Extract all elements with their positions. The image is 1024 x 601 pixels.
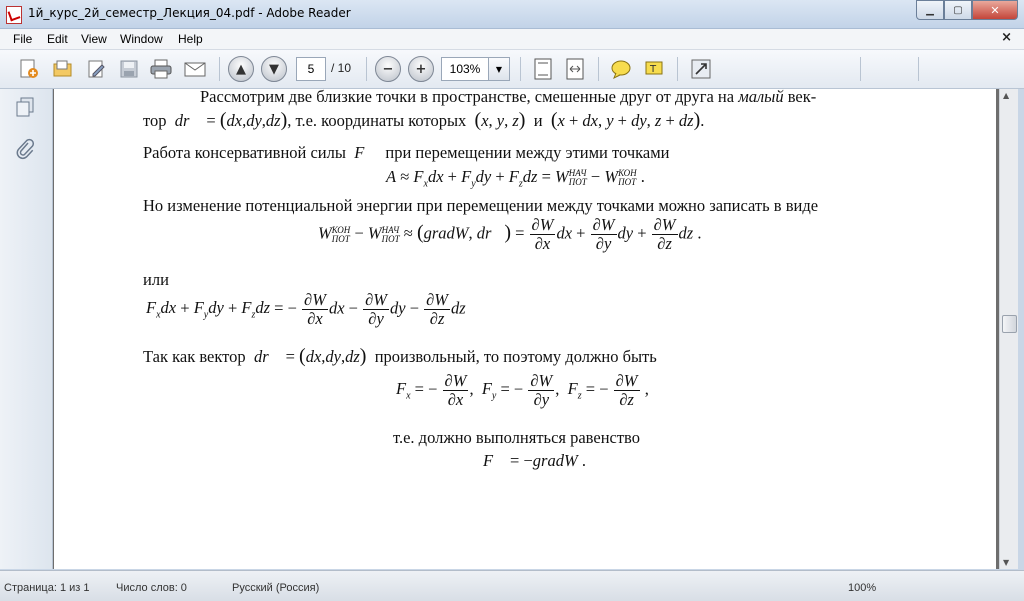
pdf-page <box>54 89 996 569</box>
zoom-dropdown[interactable] <box>488 57 510 81</box>
fit-width-icon <box>564 57 586 81</box>
page-number-input[interactable]: 5 <box>296 57 326 81</box>
pencil-icon <box>86 58 108 80</box>
fit-page-icon <box>532 57 554 81</box>
highlight-text-button[interactable] <box>641 56 667 82</box>
menu-help[interactable]: Help <box>178 32 203 46</box>
arrow-up-icon: ▲ <box>236 61 246 77</box>
menu-bar <box>0 29 1024 50</box>
close-button[interactable]: ✕ <box>972 0 1018 20</box>
pdf-icon <box>6 6 22 24</box>
scroll-up-icon[interactable]: ▲ <box>1003 91 1010 100</box>
toolbar-separator <box>677 57 678 81</box>
status-words: Число слов: 0 <box>116 582 187 594</box>
folder-icon <box>52 58 74 80</box>
svg-text:T: T <box>650 64 657 75</box>
menu-edit[interactable]: Edit <box>47 32 68 46</box>
formula-potential: WКОН ПОТ − WНАЧ ПОТ ≈ (gradW, dr⃗) = $\frac{\partial W}{\partial x}$ dx + $\frac{\partial W}{\partial y}$ dy + $\frac{\partial W}{\partial z}$ dz . <box>318 215 702 253</box>
zoom-input[interactable]: 103% <box>441 57 489 81</box>
status-zoom: 100% <box>848 582 877 594</box>
previous-page-button[interactable] <box>228 56 254 82</box>
menu-window[interactable]: Window <box>120 32 163 46</box>
vertical-scrollbar[interactable] <box>999 89 1018 569</box>
status-bar <box>0 570 1024 601</box>
text-line: тор dr⃗ = (dx,dy,dz), т.е. координаты которых (x, y, z) и (x + dx, y + dy, z + dz). <box>143 109 705 131</box>
email-button[interactable] <box>182 56 208 82</box>
highlighter-icon <box>643 58 665 80</box>
save-icon <box>118 58 140 80</box>
expand-button[interactable] <box>688 56 714 82</box>
expand-icon <box>690 58 712 80</box>
title-bar <box>0 0 1024 29</box>
create-pdf-icon <box>18 58 40 80</box>
text-line: Но изменение потенциальной энергии при перемещении между точками можно записать в виде <box>143 196 819 215</box>
status-language: Русский (Россия) <box>232 582 320 594</box>
printer-icon <box>149 58 173 80</box>
close-document-icon[interactable]: × <box>1001 30 1012 45</box>
toolbar-separator <box>860 57 861 81</box>
window-title: 1й_курс_2й_семестр_Лекция_04.pdf - Adobe Reader <box>28 6 351 20</box>
scroll-down-icon[interactable]: ▼ <box>1003 558 1010 567</box>
edit-pdf-button[interactable] <box>84 56 110 82</box>
save-button[interactable] <box>116 56 142 82</box>
toolbar-separator <box>219 57 220 81</box>
attachments-button[interactable] <box>14 137 36 161</box>
window-controls <box>916 0 1018 20</box>
navigation-pane <box>0 89 53 569</box>
paperclip-icon <box>15 138 35 160</box>
formula-components: $F_x$ = − $\frac{\partial W}{\partial x}$ , $F_y$ = − $\frac{\partial W}{\partial y}$ , $F_z$ = − $\frac{\partial W}{\partial z}$ , <box>396 371 649 409</box>
page-count: / 10 <box>331 61 352 75</box>
toolbar-separator <box>918 57 919 81</box>
status-page: Страница: 1 из 1 <box>4 582 90 594</box>
page-thumbnails-button[interactable] <box>14 95 36 119</box>
text-line: или <box>143 270 169 289</box>
text-line: т.е. должно выполняться равенство <box>393 428 640 447</box>
zoom-out-button[interactable] <box>375 56 401 82</box>
sticky-note-button[interactable] <box>608 56 634 82</box>
menu-view[interactable]: View <box>81 32 107 46</box>
text-line: Так как вектор dr⃗ = (dx,dy,dz) произвольный, то поэтому должно быть <box>143 345 657 367</box>
print-button[interactable] <box>148 56 174 82</box>
toolbar-separator <box>598 57 599 81</box>
chevron-down-icon: ▼ <box>495 64 503 74</box>
formula-gradient: F⃗ = −gradW . <box>483 451 586 470</box>
maximize-button[interactable]: ▢ <box>944 0 972 20</box>
zoom-in-button[interactable] <box>408 56 434 82</box>
open-button[interactable] <box>50 56 76 82</box>
next-page-button[interactable] <box>261 56 287 82</box>
plus-icon: + <box>415 61 427 77</box>
toolbar-separator <box>366 57 367 81</box>
toolbar <box>0 50 1024 89</box>
formula-work: $A \approx F_xdx + F_ydy + F_zdz$ = WНАЧ ПОТ − WКОН ПОТ . <box>386 167 645 190</box>
envelope-icon <box>183 58 207 80</box>
create-pdf-button[interactable] <box>16 56 42 82</box>
toolbar-separator <box>520 57 521 81</box>
formula-force-sum: $F_xdx + F_ydy + F_zdz$ = − $\frac{\partial W}{\partial x}$ dx − $\frac{\partial W}{\partial y}$ dy − $\frac{\partial W}{\partial z}$ dz <box>146 290 466 328</box>
fit-width-button[interactable] <box>562 56 588 82</box>
arrow-down-icon: ▼ <box>269 61 279 77</box>
text-line: Работа консервативной силы F⃗ при перемещении между этими точками <box>143 143 670 162</box>
text-line: Рассмотрим две близкие точки в пространстве, смешенные друг от друга на малый век- <box>200 87 817 106</box>
minus-icon: − <box>382 61 394 77</box>
speech-bubble-icon <box>610 58 632 80</box>
menu-file[interactable]: File <box>13 32 33 46</box>
minimize-button[interactable]: ▁ <box>916 0 944 20</box>
scrollbar-thumb[interactable] <box>1002 315 1017 333</box>
pages-icon <box>15 96 35 118</box>
fit-page-button[interactable] <box>530 56 556 82</box>
